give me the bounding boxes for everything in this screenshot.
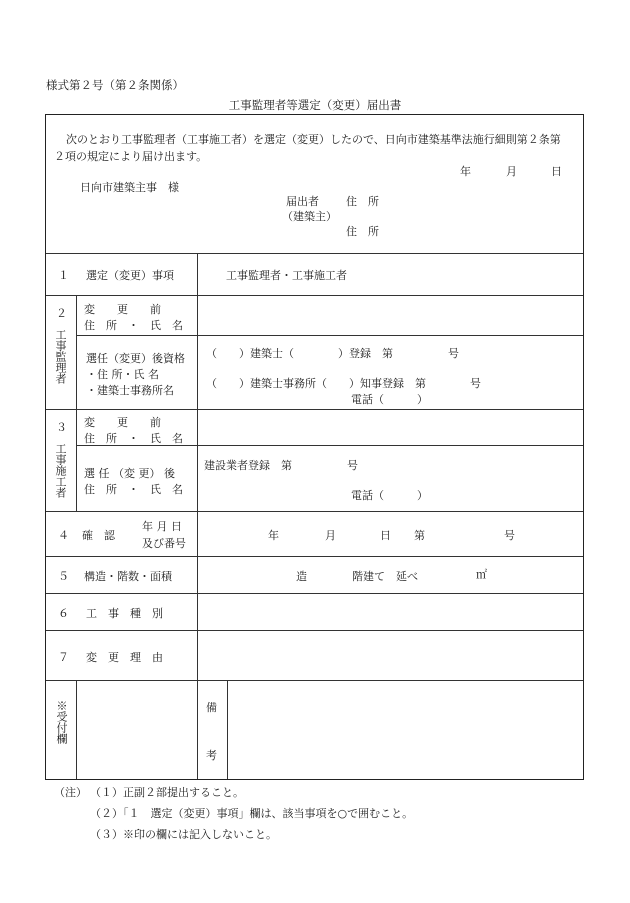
row2-before-label-2: 住 所 ・ 氏 名 — [84, 319, 183, 332]
kanri-license-line: （ ）建築士（ ）登録 第 号 — [206, 347, 459, 360]
row2-group-label: 工事監理者 — [54, 329, 67, 384]
row3-before-label-2: 住 所 ・ 氏 名 — [84, 432, 183, 445]
row5-label: 構造・階数・面積 — [84, 570, 172, 583]
kanri-office-line: （ ）建築士事務所（ ）知事登録 第 号 — [206, 377, 481, 390]
applicant-sub: （建築主） — [282, 210, 337, 223]
row6-number: ６ — [58, 607, 69, 620]
row3-number: ３ — [56, 421, 67, 434]
addressee: 日向市建築主事 様 — [80, 181, 179, 194]
row3-after-label-2: 住 所 ・ 氏 名 — [84, 483, 183, 496]
row5-floors: 階建て 延べ — [352, 570, 418, 583]
row4-label-sub-1: 年 月 日 — [142, 520, 182, 533]
row6-label: 工 事 種 別 — [86, 607, 163, 620]
row5-structure: 造 — [296, 570, 307, 583]
row4-no-suffix: 号 — [504, 529, 515, 542]
sekou-registration: 建設業者登録 第 号 — [204, 459, 358, 472]
row3-after-label-1: 選 任 （変 更） 後 — [84, 467, 175, 480]
row4-month: 月 — [325, 529, 336, 542]
applicant-name-label: 住 所 — [346, 225, 379, 238]
remarks-label-2: 考 — [206, 749, 217, 762]
date-month: 月 — [506, 165, 517, 178]
note-3: （３）※印の欄には記入しないこと。 — [90, 828, 277, 841]
row2-after-label-3: ・建築士事務所名 — [86, 384, 174, 397]
sekou-phone: 電話（ ） — [351, 489, 428, 502]
row2-number: ２ — [56, 307, 67, 320]
note-1: （１）正副２部提出すること。 — [90, 786, 244, 799]
row4-year: 年 — [268, 529, 279, 542]
row2-before-label-1: 変 更 前 — [84, 303, 161, 316]
row4-no-prefix: 第 — [414, 529, 425, 542]
row5-unit: ㎡ — [476, 568, 487, 581]
row3-before-label-1: 変 更 前 — [84, 416, 161, 429]
kanri-phone: 電話（ ） — [351, 393, 428, 406]
row3-group-label: 工事施工者 — [54, 443, 67, 498]
row4-label-sub-2: 及び番号 — [142, 537, 186, 550]
note-2: （２）「１ 選定（変更）事項」欄は、該当事項を○で囲むこと。 — [90, 807, 414, 820]
applicant-address-label: 住 所 — [346, 195, 379, 208]
applicant-label: 届出者 — [286, 195, 319, 208]
row4-day: 日 — [380, 529, 391, 542]
row1-value: 工事監理者・工事施工者 — [226, 269, 347, 282]
row4-number: ４ — [58, 529, 69, 542]
row7-label: 変 更 理 由 — [86, 651, 163, 664]
remarks-label-1: 備 — [206, 701, 217, 714]
date-year: 年 — [460, 165, 471, 178]
notes-prefix: （注） — [54, 786, 87, 799]
date-day: 日 — [551, 165, 562, 178]
row5-number: ５ — [58, 570, 69, 583]
intro-line-2: ２項の規定により届け出ます。 — [54, 150, 208, 163]
row1-label: 選定（変更）事項 — [86, 269, 174, 282]
intro-line-1: 次のとおり工事監理者（工事施工者）を選定（変更）したので、日向市建築基準法施行細則第２条第 — [66, 133, 561, 146]
form-number: 様式第２号（第２条関係） — [46, 78, 184, 92]
row2-after-label-1: 選任（変更）後資格 — [86, 352, 185, 365]
row1-number: １ — [58, 269, 69, 282]
form-frame — [45, 114, 584, 780]
row2-after-label-2: ・住 所・氏 名 — [86, 368, 159, 381]
row4-label: 確 認 — [82, 529, 115, 542]
receipt-label: ※受付欄 — [55, 700, 68, 744]
row7-number: ７ — [58, 651, 69, 664]
document-title: 工事監理者等選定（変更）届出書 — [228, 98, 402, 112]
